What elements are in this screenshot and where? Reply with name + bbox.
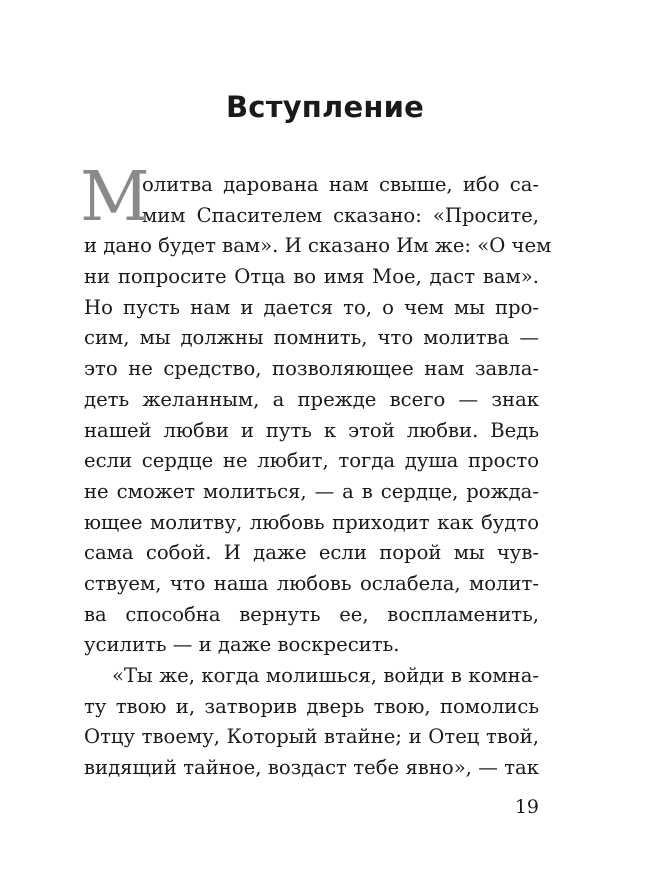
text-line: ту твою и, затворив дверь твою, помолись: [84, 694, 539, 718]
text-line: ствуем, что наша любовь ослабела, молит-: [84, 571, 539, 595]
text-line: нашей любви и путь к этой любви. Ведь: [84, 418, 539, 442]
text-line: и дано будет вам». И сказано Им же: «О чем: [84, 234, 552, 258]
text-line: это не средство, позволяющее нам завла-: [84, 357, 539, 381]
body-text: [80, 158, 552, 784]
chapter-title: Вступление: [226, 90, 424, 124]
text-line: если сердце не любит, тогда душа просто: [84, 449, 539, 473]
text-line: Но пусть нам и дается то, о чем мы про-: [84, 295, 539, 319]
text-line: ющее молитву, любовь приходит как будто: [84, 510, 539, 534]
paragraph-1: [80, 158, 552, 661]
text-line: «Ты же, когда молишься, войди в комна-: [112, 664, 539, 687]
text-line: сим, мы должны помнить, что молитва —: [84, 326, 539, 350]
text-line: олитва дарована нам свыше, ибо са-: [142, 173, 539, 196]
text-line: не сможет молиться, — а в сердце, рожда-: [84, 479, 539, 503]
text-line: усилить — и даже воскресить.: [84, 633, 400, 657]
text-line: видящий тайное, воздаст тебе явно», — так: [84, 756, 539, 780]
drop-cap: М: [80, 158, 150, 237]
text-line: Отцу твоему, Который втайне; и Отец твой,: [84, 725, 539, 749]
text-line: ни попросите Отца во имя Мое, даст вам».: [84, 265, 539, 289]
page-number: 19: [514, 796, 539, 818]
text-line: ва способна вернуть ее, воспламенить,: [84, 602, 539, 626]
text-line: мим Спасителем сказано: «Просите,: [142, 203, 539, 227]
text-line: деть желанным, а прежде всего — знак: [84, 387, 539, 411]
paragraph-2: [84, 661, 539, 784]
text-line: сама собой. И даже если порой мы чув-: [84, 541, 539, 565]
